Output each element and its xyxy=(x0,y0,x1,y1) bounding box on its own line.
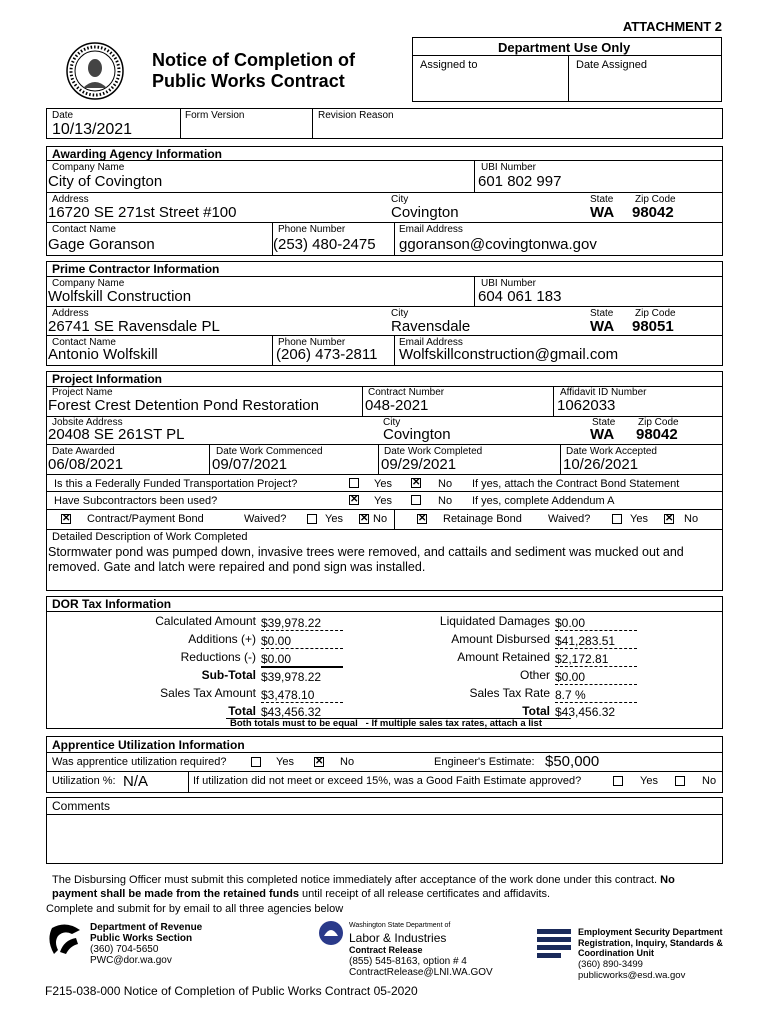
reductions-label: Reductions (-) xyxy=(180,650,256,664)
total2-label: Total xyxy=(522,704,550,718)
disbursing-text-1: The Disbursing Officer must submit this completed notice immediately after acceptance of the work done under this contract. xyxy=(52,874,658,886)
sales-tax-rate[interactable]: 8.7 % xyxy=(555,688,637,703)
lni-phone: (855) 545-8163, option # 4 xyxy=(349,956,467,967)
comments-box[interactable] xyxy=(46,797,723,864)
assigned-to-label: Assigned to xyxy=(420,59,478,71)
prime-contact-label: Contact Name xyxy=(52,337,116,348)
date-label: Date xyxy=(52,110,74,121)
awarding-agency-heading: Awarding Agency Information xyxy=(52,147,223,161)
utilization-label: Utilization %: xyxy=(52,775,116,787)
work-description-line1[interactable]: Stormwater pond was pumped down, invasive trees were removed, and cattails and sediment was mucked out and xyxy=(48,545,684,559)
engineers-estimate[interactable]: $50,000 xyxy=(545,753,600,770)
federal-no-checkbox[interactable]: ✕ xyxy=(412,477,421,488)
jobsite-city[interactable]: Covington xyxy=(383,426,451,443)
awarding-company-label: Company Name xyxy=(52,162,125,173)
awarding-address-label: Address xyxy=(52,194,89,205)
form-id: F215-038-000 Notice of Completion of Public Works Contract 05-2020 xyxy=(45,984,418,998)
sales-tax-amount[interactable]: $3,478.10 xyxy=(261,688,343,703)
total2[interactable]: $43,456.32 xyxy=(555,705,616,719)
esd-phone: (360) 890-3499 xyxy=(578,959,643,970)
federal-yes-checkbox[interactable] xyxy=(349,478,359,488)
other[interactable]: $0.00 xyxy=(555,670,637,685)
engineers-estimate-label: Engineer's Estimate: xyxy=(434,756,535,768)
dor-phone: (360) 704-5650 xyxy=(90,944,159,955)
retainage-waived-yes-checkbox[interactable] xyxy=(612,514,622,524)
awarding-contact[interactable]: Gage Goranson xyxy=(48,236,155,253)
subcontractor-no-label: No xyxy=(438,495,453,507)
attachment-label: ATTACHMENT 2 xyxy=(622,19,722,34)
form-title-line2: Public Works Contract xyxy=(152,71,345,91)
awarding-city[interactable]: Covington xyxy=(391,204,459,221)
lni-email[interactable]: ContractRelease@LNI.WA.GOV xyxy=(349,967,493,978)
esd-line1: Employment Security Department xyxy=(578,927,723,937)
contract-bond-waived-no-label: No xyxy=(373,513,388,525)
awarding-state[interactable]: WA xyxy=(590,204,615,221)
prime-state[interactable]: WA xyxy=(590,318,615,335)
apprentice-heading: Apprentice Utilization Information xyxy=(52,738,245,752)
prime-state-label: State xyxy=(590,308,614,319)
federal-no-label: No xyxy=(438,478,453,490)
dor-email[interactable]: PWC@dor.wa.gov xyxy=(90,955,172,966)
subcontractor-yes-label: Yes xyxy=(374,495,392,507)
sales-tax-rate-label: Sales Tax Rate xyxy=(469,686,550,700)
subtotal-label: Sub-Total xyxy=(201,668,256,682)
additions[interactable]: $0.00 xyxy=(261,634,343,649)
contract-bond-waived-yes-checkbox[interactable] xyxy=(307,514,317,524)
awarding-company[interactable]: City of Covington xyxy=(48,173,163,190)
work-description-line2[interactable]: removed. Gate and latch were repaired and pond sign was installed. xyxy=(48,560,426,574)
prime-contractor-heading: Prime Contractor Information xyxy=(52,262,220,276)
comments-label: Comments xyxy=(52,799,111,813)
prime-city-label: City xyxy=(391,308,409,319)
date-commenced[interactable]: 09/07/2021 xyxy=(212,456,288,473)
apprentice-yes-label: Yes xyxy=(276,756,294,768)
amount-retained-label: Amount Retained xyxy=(457,650,550,664)
federal-yes-label: Yes xyxy=(374,478,392,490)
other-label: Other xyxy=(519,668,550,682)
disbursing-retained-funds: payment shall be made from the retained funds xyxy=(52,888,299,900)
contract-bond-waived-no-checkbox[interactable]: ✕ xyxy=(360,513,369,524)
jobsite-zip[interactable]: 98042 xyxy=(636,426,678,443)
prime-zip[interactable]: 98051 xyxy=(632,318,674,335)
dor-logo-icon xyxy=(48,922,84,958)
prime-ubi-label: UBI Number xyxy=(481,278,537,289)
prime-address[interactable]: 26741 SE Ravensdale PL xyxy=(48,318,220,335)
retainage-bond-label: Retainage Bond xyxy=(443,513,522,525)
date-awarded-label: Date Awarded xyxy=(52,446,115,457)
date-assigned-label: Date Assigned xyxy=(576,59,647,71)
totals-note: Both totals must to be equal - If multiple sales tax rates, attach a list xyxy=(230,718,542,729)
prime-company-label: Company Name xyxy=(52,278,125,289)
retainage-waived-label: Waived? xyxy=(548,513,591,525)
date-commenced-label: Date Work Commenced xyxy=(216,446,323,457)
retainage-waived-yes-label: Yes xyxy=(630,513,648,525)
revision-reason-label: Revision Reason xyxy=(318,110,394,121)
prime-city[interactable]: Ravensdale xyxy=(391,318,471,335)
state-seal xyxy=(66,42,124,100)
dor-tax-heading: DOR Tax Information xyxy=(52,597,172,611)
calculated-amount-label: Calculated Amount xyxy=(155,614,256,628)
federal-question: Is this a Federally Funded Transportation Project? xyxy=(54,478,298,490)
date-accepted-label: Date Work Accepted xyxy=(566,446,657,457)
utilization-value[interactable]: N/A xyxy=(123,773,149,790)
subcontractor-yes-checkbox[interactable]: ✕ xyxy=(350,494,359,505)
apprentice-yes-checkbox[interactable] xyxy=(251,757,261,767)
apprentice-required-question: Was apprentice utilization required? xyxy=(52,756,227,768)
awarding-state-label: State xyxy=(590,194,614,205)
lni-name: Labor & Industries xyxy=(349,931,447,945)
subcontractor-question: Have Subcontractors been used? xyxy=(54,495,218,507)
apprentice-no-checkbox[interactable]: ✕ xyxy=(315,756,324,767)
form-version-label: Form Version xyxy=(185,110,245,121)
date-awarded[interactable]: 06/08/2021 xyxy=(48,456,124,473)
contract-bond-label: Contract/Payment Bond xyxy=(87,513,204,525)
retainage-bond-checkbox[interactable]: ✕ xyxy=(418,513,427,524)
calculated-amount[interactable]: $39,978.22 xyxy=(261,616,343,631)
jobsite-address-label: Jobsite Address xyxy=(52,417,123,428)
jobsite-address[interactable]: 20408 SE 261ST PL xyxy=(48,426,185,443)
lni-section: Contract Release xyxy=(349,945,423,955)
amount-disbursed[interactable]: $41,283.51 xyxy=(555,634,637,649)
awarding-email-label: Email Address xyxy=(399,224,463,235)
affidavit-id-label: Affidavit ID Number xyxy=(560,387,647,398)
jobsite-state[interactable]: WA xyxy=(590,426,615,443)
esd-line2: Registration, Inquiry, Standards & xyxy=(578,938,723,948)
subtotal[interactable]: $39,978.22 xyxy=(261,670,322,684)
date-accepted[interactable]: 10/26/2021 xyxy=(563,456,639,473)
prime-zip-label: Zip Code xyxy=(635,308,676,319)
prime-company[interactable]: Wolfskill Construction xyxy=(48,288,192,305)
date-completed[interactable]: 09/29/2021 xyxy=(381,456,457,473)
contract-bond-checkbox[interactable]: ✕ xyxy=(62,513,71,524)
subcontractor-note: If yes, complete Addendum A xyxy=(472,495,615,507)
dor-section: Public Works Section xyxy=(90,933,193,944)
disbursing-no: No xyxy=(660,874,675,886)
project-name[interactable]: Forest Crest Detention Pond Restoration xyxy=(48,397,319,414)
awarding-phone[interactable]: (253) 480-2475 xyxy=(273,236,376,253)
disbursing-text-2: until receipt of all release certificates and affidavits. xyxy=(302,888,551,900)
liquidated-damages[interactable]: $0.00 xyxy=(555,616,637,631)
additions-label: Additions (+) xyxy=(188,632,256,646)
contract-bond-waived-yes-label: Yes xyxy=(325,513,343,525)
project-name-label: Project Name xyxy=(52,387,113,398)
good-faith-yes-label: Yes xyxy=(640,775,658,787)
disbursing-instructions xyxy=(52,873,702,901)
awarding-zip-label: Zip Code xyxy=(635,194,676,205)
jobsite-state-label: State xyxy=(592,417,616,428)
total[interactable]: $43,456.32 xyxy=(261,705,322,719)
esd-line3: Coordination Unit xyxy=(578,948,654,958)
awarding-email[interactable]: ggoranson@covingtonwa.gov xyxy=(399,236,597,253)
retainage-waived-no-label: No xyxy=(684,513,699,525)
department-use-heading: Department Use Only xyxy=(498,40,631,55)
esd-email[interactable]: publicworks@esd.wa.gov xyxy=(578,970,686,981)
retainage-waived-no-checkbox[interactable]: ✕ xyxy=(665,513,674,524)
prime-phone-label: Phone Number xyxy=(278,337,346,348)
prime-contact[interactable]: Antonio Wolfskill xyxy=(48,346,158,363)
dor-name: Department of Revenue xyxy=(90,922,203,933)
lni-logo-icon xyxy=(318,920,344,946)
prime-phone[interactable]: (206) 473-2811 xyxy=(276,346,378,363)
project-heading: Project Information xyxy=(52,372,163,386)
good-faith-no-label: No xyxy=(702,775,717,787)
affidavit-id[interactable]: 1062033 xyxy=(557,397,616,414)
date-completed-label: Date Work Completed xyxy=(384,446,483,457)
contract-number[interactable]: 048-2021 xyxy=(365,397,429,414)
prime-email-label: Email Address xyxy=(399,337,463,348)
good-faith-no-checkbox[interactable] xyxy=(675,776,685,786)
awarding-ubi[interactable]: 601 802 997 xyxy=(478,173,562,190)
esd-logo-icon xyxy=(535,925,573,961)
federal-note: If yes, attach the Contract Bond Statement xyxy=(472,478,680,490)
awarding-contact-label: Contact Name xyxy=(52,224,116,235)
sales-tax-amount-label: Sales Tax Amount xyxy=(160,686,256,700)
prime-address-label: Address xyxy=(52,308,89,319)
form-title-line1: Notice of Completion of xyxy=(152,50,355,70)
amount-disbursed-label: Amount Disbursed xyxy=(451,632,550,646)
prime-ubi[interactable]: 604 061 183 xyxy=(478,288,562,305)
awarding-city-label: City xyxy=(391,194,409,205)
jobsite-zip-label: Zip Code xyxy=(638,417,679,428)
total-label: Total xyxy=(228,704,256,718)
contract-bond-waived-label: Waived? xyxy=(244,513,287,525)
liquidated-damages-label: Liquidated Damages xyxy=(439,614,550,628)
prime-email[interactable]: Wolfskillconstruction@gmail.com xyxy=(399,346,619,363)
reductions[interactable]: $0.00 xyxy=(261,652,343,668)
submit-instruction: Complete and submit for by email to all three agencies below xyxy=(46,903,344,915)
apprentice-no-label: No xyxy=(340,756,355,768)
lni-state: Washington State Department of xyxy=(349,922,451,929)
awarding-phone-label: Phone Number xyxy=(278,224,346,235)
good-faith-question: If utilization did not meet or exceed 15%, was a Good Faith Estimate approved? xyxy=(193,775,582,787)
contract-number-label: Contract Number xyxy=(368,387,445,398)
subcontractor-no-checkbox[interactable] xyxy=(411,495,421,505)
date-value[interactable]: 10/13/2021 xyxy=(52,121,133,138)
awarding-address[interactable]: 16720 SE 271st Street #100 xyxy=(48,204,237,221)
good-faith-yes-checkbox[interactable] xyxy=(613,776,623,786)
work-description-label: Detailed Description of Work Completed xyxy=(52,531,248,543)
jobsite-city-label: City xyxy=(383,417,401,428)
awarding-ubi-label: UBI Number xyxy=(481,162,537,173)
amount-retained[interactable]: $2,172.81 xyxy=(555,652,637,667)
awarding-zip[interactable]: 98042 xyxy=(632,204,674,221)
